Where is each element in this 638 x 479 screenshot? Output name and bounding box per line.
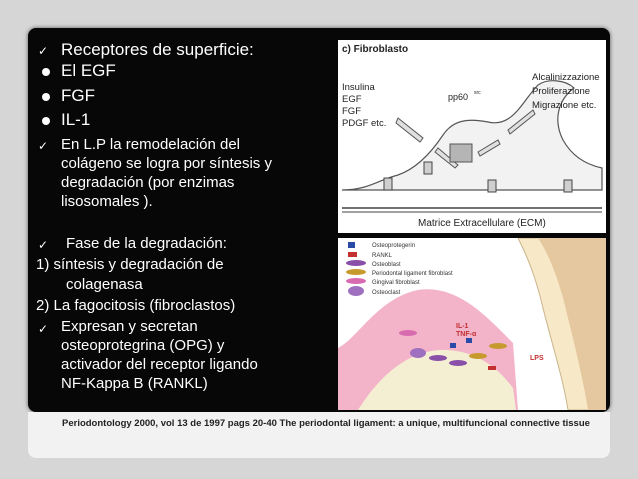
remodel-line-2: colágeno se logra por síntesis y <box>61 155 272 172</box>
svg-text:Proliferazione: Proliferazione <box>532 86 591 97</box>
bullet-dot-icon <box>42 117 50 125</box>
fibroblast-diagram <box>338 40 606 233</box>
svg-text:PDGF etc.: PDGF etc. <box>342 118 387 129</box>
svg-text:Osteoclast: Osteoclast <box>372 290 401 296</box>
svg-text:TNF-α: TNF-α <box>456 331 477 338</box>
remodel-line-1: En L.P la remodelación del <box>61 136 241 153</box>
bullet-receptores: Receptores de superficie: <box>61 40 254 59</box>
fibroblast-figure <box>338 40 606 233</box>
expresan-line-2: osteoprotegrina (OPG) y <box>61 337 225 354</box>
svg-text:Gingival fibroblast: Gingival fibroblast <box>372 280 420 286</box>
expresan-line-1: Expresan y secretan <box>61 318 198 335</box>
fase-item-2: 2) La fagocitosis (fibroclastos) <box>36 297 236 314</box>
svg-text:LPS: LPS <box>530 355 544 362</box>
expresan-line-4: NF-Kappa B (RANKL) <box>61 375 208 392</box>
bullet-dot-icon <box>42 68 50 76</box>
svg-text:RANKL: RANKL <box>372 253 393 259</box>
bullet-egf: El EGF <box>61 61 116 80</box>
svg-text:IL-1: IL-1 <box>456 323 469 330</box>
bullet-dot-icon <box>42 93 50 101</box>
bullet-il1: IL-1 <box>61 110 91 129</box>
checkmark-icon: ✓ <box>38 238 49 252</box>
fig1-right-labels <box>532 72 600 111</box>
svg-text:EGF: EGF <box>342 94 362 105</box>
remodel-line-4: lisosomales ). <box>61 193 153 210</box>
citation-text: Periodontology 2000, vol 13 de 1997 pags 20-40 The periodontal ligament: a unique, multifuncional connective tissue <box>62 418 590 429</box>
checkmark-icon: ✓ <box>38 44 49 58</box>
fig1-title: c) Fibroblasto <box>342 44 409 55</box>
checkmark-icon: ✓ <box>38 139 49 153</box>
bullet-fgf: FGF <box>61 86 95 105</box>
svg-text:FGF: FGF <box>342 106 361 117</box>
svg-text:Alcalinizzazione: Alcalinizzazione <box>532 72 600 83</box>
checkmark-icon: ✓ <box>38 322 49 336</box>
svg-text:Osteoblast: Osteoblast <box>372 262 401 268</box>
svg-text:Osteoprotegerin: Osteoprotegerin <box>372 243 416 249</box>
fig1-center-sup: src <box>474 90 481 96</box>
svg-text:Insulina: Insulina <box>342 82 375 93</box>
svg-text:Migrazione etc.: Migrazione etc. <box>532 100 597 111</box>
fase-title: Fase de la degradación: <box>66 235 227 252</box>
remodel-line-3: degradación (por enzimas <box>61 174 235 191</box>
expresan-line-3: activador del receptor ligando <box>61 356 258 373</box>
tooth-diagram <box>338 238 606 410</box>
fase-item-1b: colagenasa <box>66 276 143 293</box>
fase-item-1a: 1) síntesis y degradación de <box>36 256 224 273</box>
svg-text:Periodontal ligament fibroblas: Periodontal ligament fibroblast <box>372 271 453 277</box>
tooth-figure <box>338 238 606 410</box>
fig1-center-label: pp60 <box>448 92 469 102</box>
fig1-bottom-label: Matrice Extracellulare (ECM) <box>418 218 546 229</box>
